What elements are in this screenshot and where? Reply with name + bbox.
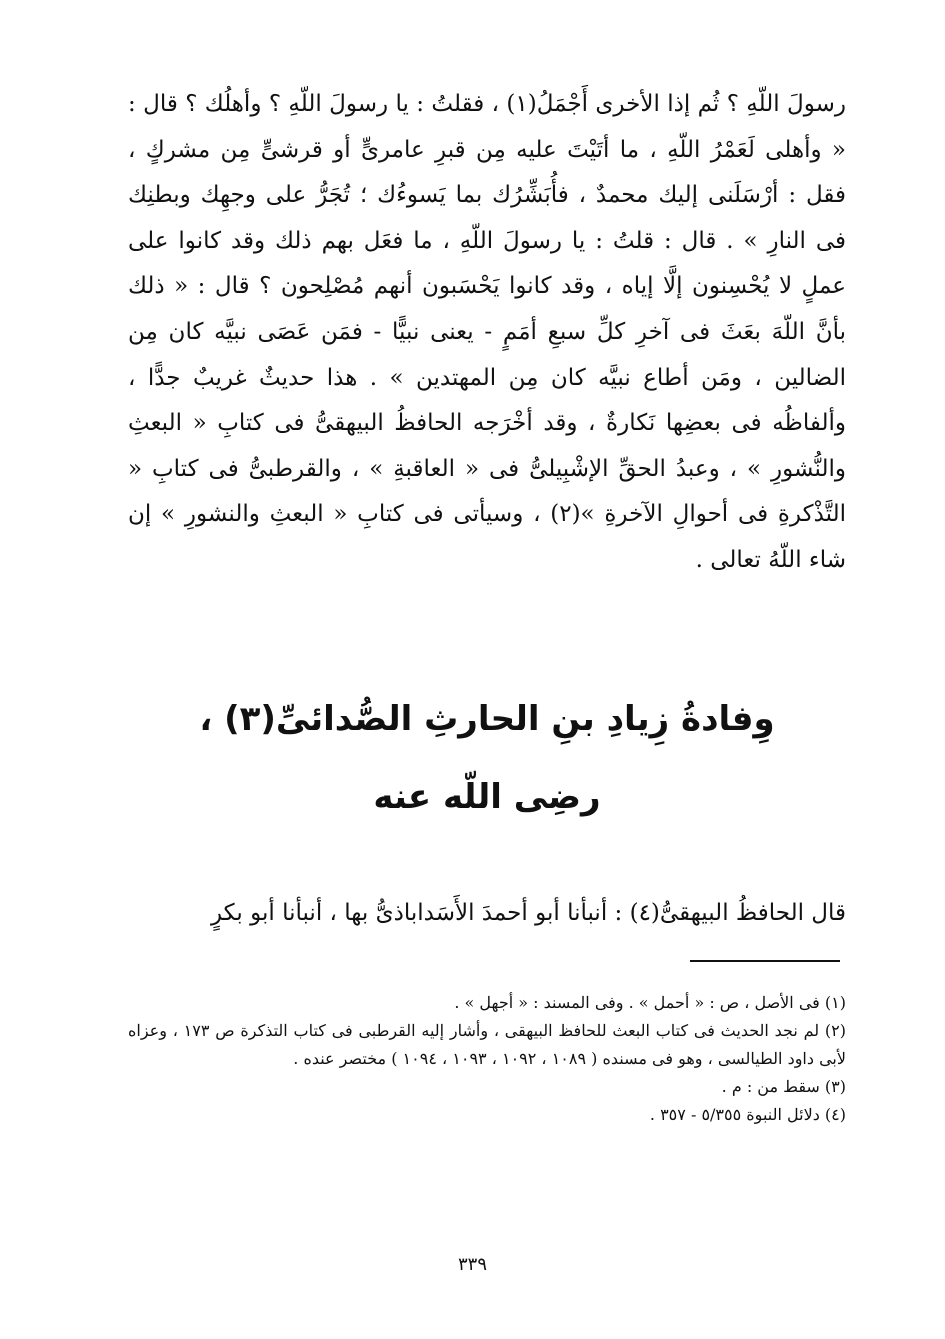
footnote-3: (٣) سقط من : م .: [721, 1077, 846, 1096]
footnote-separator: [690, 960, 840, 962]
section-title-line-1: وِفادةُ زِيادِ بنِ الحارثِ الصُّدائىِّ(٣) ،: [199, 699, 775, 739]
section-title-line-2: رضِى اللّه عنه: [373, 777, 601, 817]
footnote-1: (١) فى الأصل ، ص : « أحمل » . وفى المسند : « أجهل » .: [454, 993, 846, 1012]
page-number: ٣٣٩: [457, 1254, 487, 1275]
body-paragraph: رسولَ اللّهِ ؟ ثُم إذا الأخرى أَجْمَلُ(١) ، فقلتُ : يا رسولَ اللّهِ ؟ وأهلُك ؟ قال : « وأهلى لَعَمْرُ اللّهِ ، ما أتَيْتَ عليه مِن قبرِ عامرىٍّ أو قرشىٍّ مِن مشركٍ ، فقل : أرْسَلَنى إليك محمدٌ ، فأُبَشِّرُك بما يَسوءُك ؛ تُجَرُّ على وجهِك وبطنِك فى النارِ » . قال : قلتُ : يا رسولَ اللّهِ ، ما فعَل بهم ذلك وقد كانوا على عملٍ لا يُحْسِنون إلَّا إياه ، وقد كانوا يَحْسَبون أنهم مُصْلِحون ؟ قال : « ذلك بأنَّ اللّهَ بعَثَ فى آخرِ كلِّ سبعِ أمَمٍ - يعنى نبيًّا - فمَن عَصَى نبيَّه كان مِن الضالين ، ومَن أطاع نبيَّه كان مِن المهتدين » . هذا حديثٌ غريبٌ جدًّا ، وألفاظُه فى بعضِها نَكارةٌ ، وقد أخْرَجه الحافظُ البيهقىُّ فى كتابِ « البعثِ والنُّشورِ » ، وعبدُ الحقِّ الإشْبِيلىُّ فى « العاقبةِ » ، والقرطبىُّ فى كتابِ « التَّذْكرةِ فى أحوالِ الآخرةِ »(٢) ، وسيأتى فى كتابِ « البعثِ والنشورِ » إن شاء اللّهُ تعالى .: [128, 91, 846, 573]
main-body-text: [128, 82, 846, 584]
section-opening-line: قال الحافظُ البيهقىُّ(٤) : أنبأنا أبو أحمدَ الأَسَداباذىُّ بها ، أنبأنا أبو بكرٍ: [210, 900, 846, 926]
footnote-4: (٤) دلائل النبوة ٥/٣٥٥ - ٣٥٧ .: [649, 1105, 846, 1124]
footnote-2: (٢) لم نجد الحديث فى كتاب البعث للحافظ البيهقى ، وأشار إليه القرطبى فى كتاب التذكرة ص ١٧٣ ، وعزاه لأبى داود الطيالسى ، وهو فى مسنده ( ١٠٨٩ ، ١٠٩٢ ، ١٠٩٣ ، ١٠٩٤ ) مختصر عنده .: [128, 1021, 847, 1068]
section-title: [128, 680, 846, 836]
footnotes: [128, 989, 846, 1129]
